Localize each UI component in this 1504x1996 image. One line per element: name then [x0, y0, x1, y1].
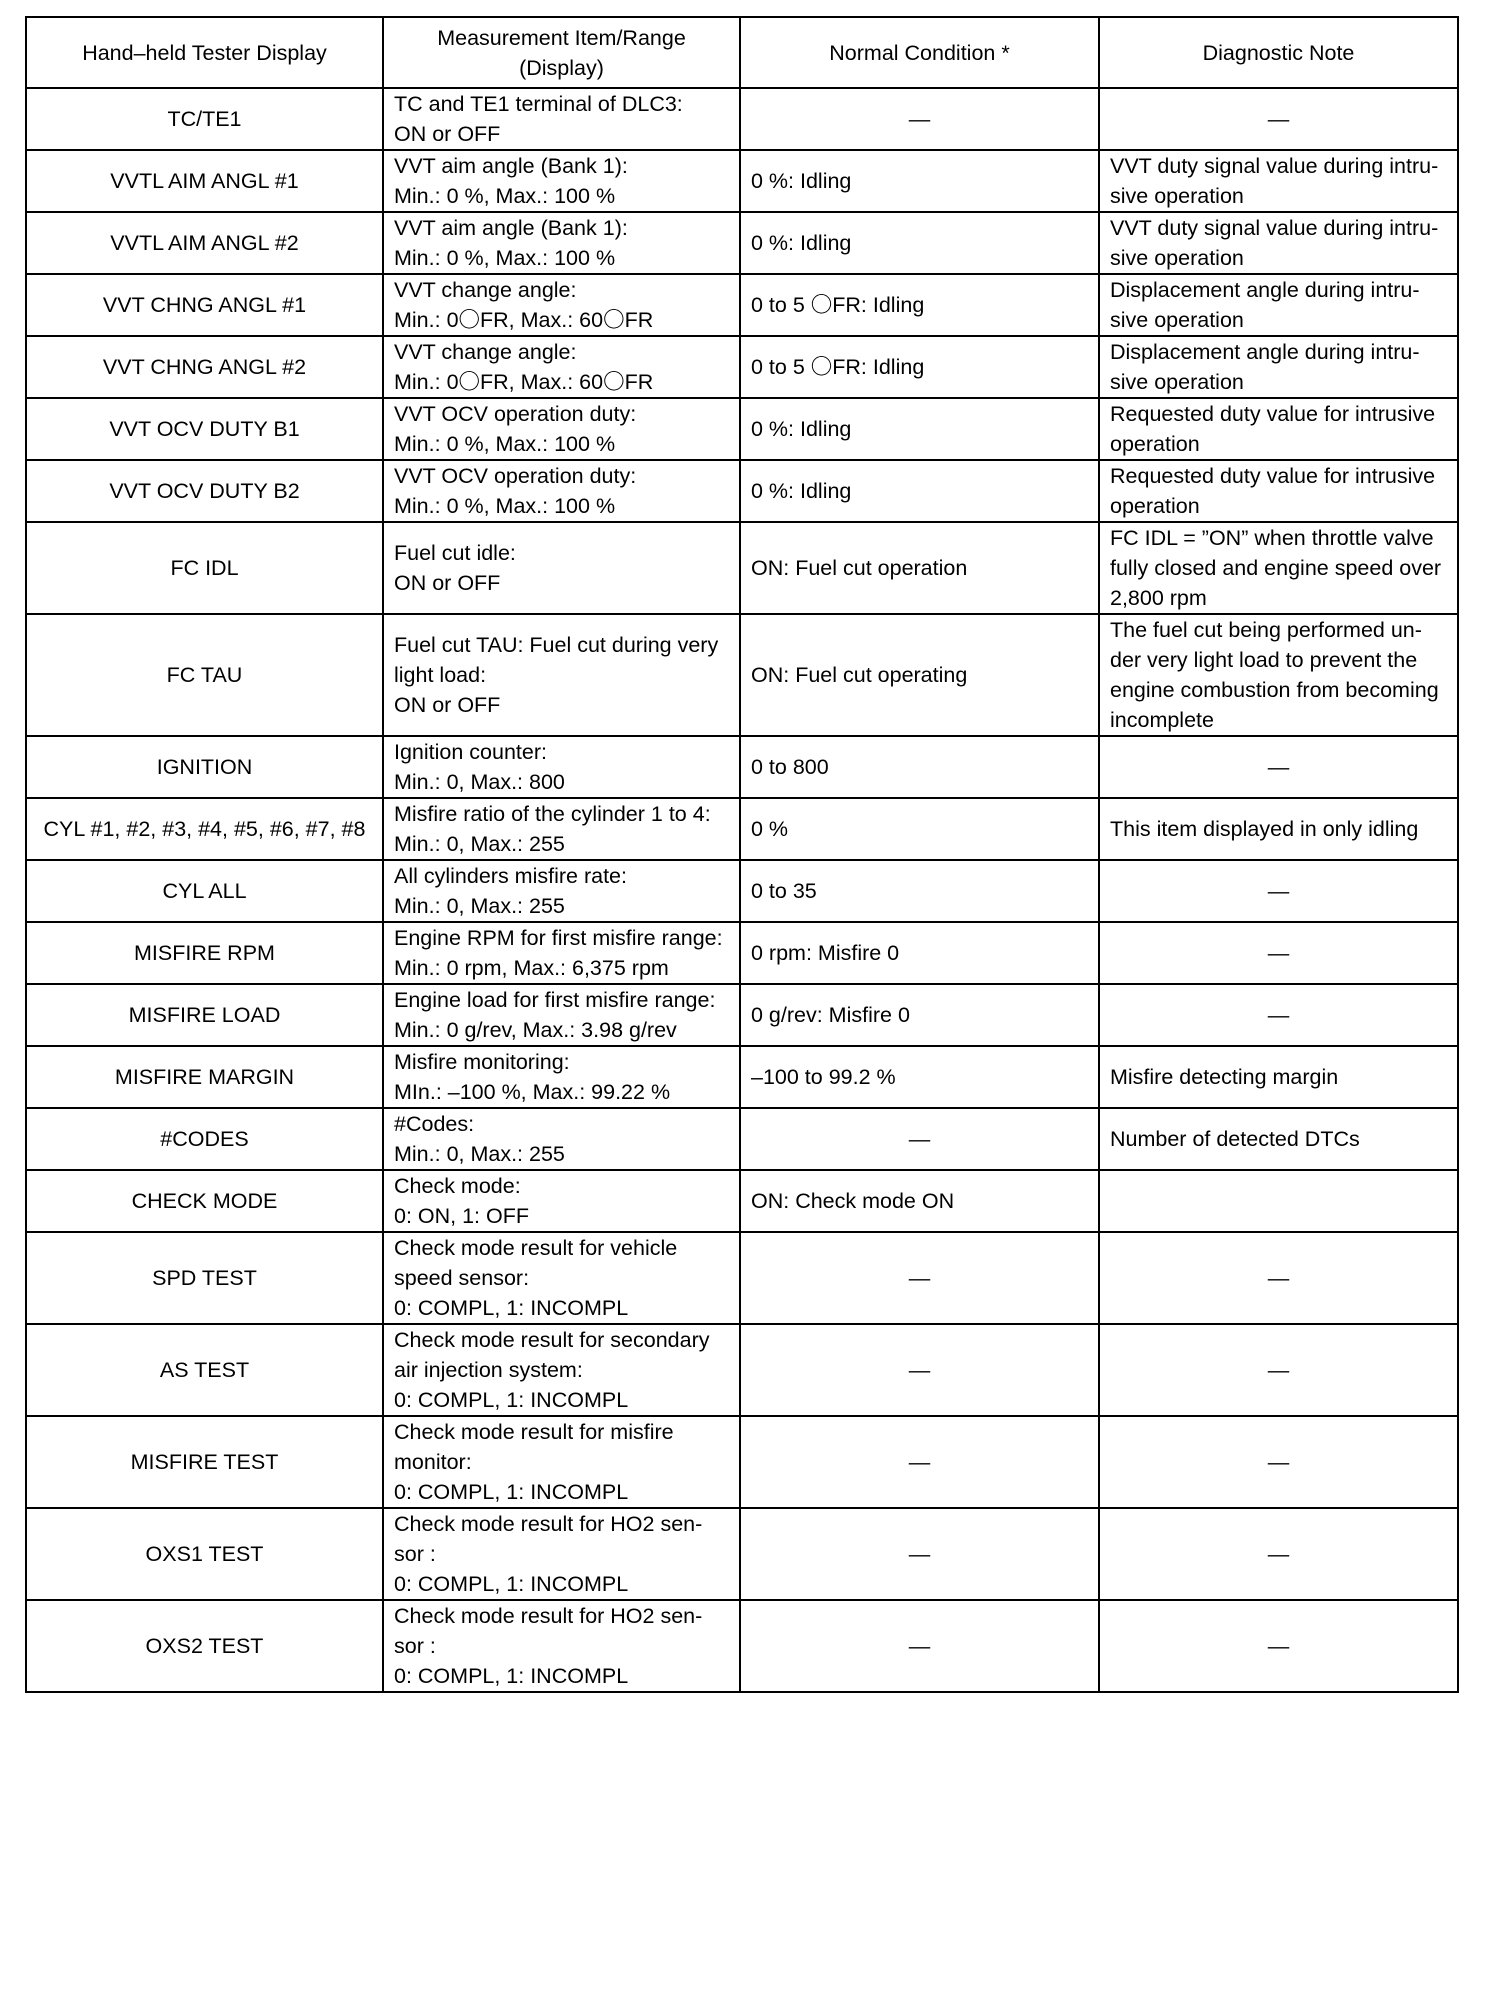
cell-normal-condition: 0 %: Idling [740, 460, 1099, 522]
cell-diagnostic-note [1099, 1170, 1458, 1232]
cell-tester-display: #CODES [26, 1108, 383, 1170]
cell-diagnostic-note: — [1099, 1600, 1458, 1692]
cell-tester-display: VVTL AIM ANGL #1 [26, 150, 383, 212]
cell-measurement-item: All cylinders misfire rate: Min.: 0, Max.: 255 [383, 860, 740, 922]
cell-diagnostic-note: Number of detected DTCs [1099, 1108, 1458, 1170]
cell-normal-condition: — [740, 1600, 1099, 1692]
cell-tester-display: VVT OCV DUTY B1 [26, 398, 383, 460]
cell-measurement-item: Engine RPM for first misfire range: Min.: 0 rpm, Max.: 6,375 rpm [383, 922, 740, 984]
cell-tester-display: FC TAU [26, 614, 383, 736]
table-row [26, 736, 1458, 798]
cell-normal-condition: — [740, 1108, 1099, 1170]
cell-measurement-item: Check mode result for secondary air injection system: 0: COMPL, 1: INCOMPL [383, 1324, 740, 1416]
cell-normal-condition: — [740, 1324, 1099, 1416]
cell-tester-display: VVT CHNG ANGL #2 [26, 336, 383, 398]
cell-tester-display: CYL ALL [26, 860, 383, 922]
cell-tester-display: OXS2 TEST [26, 1600, 383, 1692]
cell-normal-condition: 0 g/rev: Misfire 0 [740, 984, 1099, 1046]
cell-normal-condition: ON: Fuel cut operating [740, 614, 1099, 736]
cell-diagnostic-note: — [1099, 922, 1458, 984]
cell-measurement-item: Fuel cut idle: ON or OFF [383, 522, 740, 614]
table-row [26, 798, 1458, 860]
cell-measurement-item: VVT OCV operation duty: Min.: 0 %, Max.: 100 % [383, 460, 740, 522]
table-row [26, 1324, 1458, 1416]
cell-diagnostic-note: VVT duty signal value during intru- sive operation [1099, 212, 1458, 274]
cell-diagnostic-note: — [1099, 1416, 1458, 1508]
cell-normal-condition: 0 % [740, 798, 1099, 860]
diagnostic-data-table [25, 16, 1459, 1693]
cell-measurement-item: VVT OCV operation duty: Min.: 0 %, Max.: 100 % [383, 398, 740, 460]
cell-normal-condition: — [740, 1508, 1099, 1600]
cell-diagnostic-note: VVT duty signal value during intru- sive operation [1099, 150, 1458, 212]
cell-diagnostic-note: Displacement angle during intru- sive operation [1099, 336, 1458, 398]
cell-measurement-item: Check mode result for vehicle speed sensor: 0: COMPL, 1: INCOMPL [383, 1232, 740, 1324]
cell-tester-display: IGNITION [26, 736, 383, 798]
cell-measurement-item: Check mode result for HO2 sen- sor : 0: COMPL, 1: INCOMPL [383, 1508, 740, 1600]
cell-tester-display: VVT OCV DUTY B2 [26, 460, 383, 522]
cell-diagnostic-note: Misfire detecting margin [1099, 1046, 1458, 1108]
cell-diagnostic-note: — [1099, 736, 1458, 798]
cell-tester-display: FC IDL [26, 522, 383, 614]
table-body [26, 88, 1458, 1692]
table-row [26, 1416, 1458, 1508]
table-row [26, 1232, 1458, 1324]
cell-normal-condition: 0 to 35 [740, 860, 1099, 922]
table-row [26, 212, 1458, 274]
cell-measurement-item: Engine load for first misfire range: Min.: 0 g/rev, Max.: 3.98 g/rev [383, 984, 740, 1046]
cell-normal-condition: — [740, 1232, 1099, 1324]
cell-normal-condition: ON: Check mode ON [740, 1170, 1099, 1232]
table-row [26, 1108, 1458, 1170]
cell-tester-display: VVT CHNG ANGL #1 [26, 274, 383, 336]
cell-diagnostic-note: This item displayed in only idling [1099, 798, 1458, 860]
cell-diagnostic-note: — [1099, 1232, 1458, 1324]
table-row [26, 922, 1458, 984]
cell-normal-condition: 0 to 5 〇FR: Idling [740, 274, 1099, 336]
cell-measurement-item: Misfire monitoring: MIn.: –100 %, Max.: 99.22 % [383, 1046, 740, 1108]
table-row [26, 522, 1458, 614]
cell-diagnostic-note: Displacement angle during intru- sive operation [1099, 274, 1458, 336]
cell-tester-display: TC/TE1 [26, 88, 383, 150]
cell-measurement-item: VVT aim angle (Bank 1): Min.: 0 %, Max.: 100 % [383, 150, 740, 212]
cell-normal-condition: — [740, 1416, 1099, 1508]
cell-normal-condition: 0 to 800 [740, 736, 1099, 798]
cell-normal-condition: 0 to 5 〇FR: Idling [740, 336, 1099, 398]
cell-measurement-item: Misfire ratio of the cylinder 1 to 4: Min.: 0, Max.: 255 [383, 798, 740, 860]
cell-diagnostic-note: The fuel cut being performed un- der very light load to prevent the engine combustion from becoming incomplete [1099, 614, 1458, 736]
cell-tester-display: CHECK MODE [26, 1170, 383, 1232]
cell-normal-condition: — [740, 88, 1099, 150]
cell-measurement-item: Check mode result for misfire monitor: 0: COMPL, 1: INCOMPL [383, 1416, 740, 1508]
table-row [26, 150, 1458, 212]
cell-measurement-item: VVT change angle: Min.: 0〇FR, Max.: 60〇FR [383, 336, 740, 398]
cell-tester-display: AS TEST [26, 1324, 383, 1416]
table-row [26, 336, 1458, 398]
table-row [26, 88, 1458, 150]
cell-measurement-item: Ignition counter: Min.: 0, Max.: 800 [383, 736, 740, 798]
cell-normal-condition: 0 %: Idling [740, 398, 1099, 460]
cell-measurement-item: Fuel cut TAU: Fuel cut during very light load: ON or OFF [383, 614, 740, 736]
cell-measurement-item: Check mode result for HO2 sen- sor : 0: COMPL, 1: INCOMPL [383, 1600, 740, 1692]
header-measurement-item: Measurement Item/Range (Display) [383, 17, 740, 88]
cell-measurement-item: VVT aim angle (Bank 1): Min.: 0 %, Max.: 100 % [383, 212, 740, 274]
header-tester-display: Hand–held Tester Display [26, 17, 383, 88]
cell-tester-display: SPD TEST [26, 1232, 383, 1324]
table-row [26, 860, 1458, 922]
table-row [26, 398, 1458, 460]
table-row [26, 1170, 1458, 1232]
cell-diagnostic-note: — [1099, 984, 1458, 1046]
cell-diagnostic-note: — [1099, 860, 1458, 922]
cell-tester-display: MISFIRE TEST [26, 1416, 383, 1508]
table-row [26, 1600, 1458, 1692]
table-row [26, 1046, 1458, 1108]
cell-measurement-item: VVT change angle: Min.: 0〇FR, Max.: 60〇FR [383, 274, 740, 336]
cell-normal-condition: 0 %: Idling [740, 212, 1099, 274]
table-row [26, 460, 1458, 522]
table-row [26, 274, 1458, 336]
cell-normal-condition: ON: Fuel cut operation [740, 522, 1099, 614]
cell-diagnostic-note: — [1099, 1508, 1458, 1600]
cell-diagnostic-note: Requested duty value for intrusive operation [1099, 398, 1458, 460]
table-row [26, 984, 1458, 1046]
table-row [26, 1508, 1458, 1600]
table-row [26, 614, 1458, 736]
header-diagnostic-note: Diagnostic Note [1099, 17, 1458, 88]
header-normal-condition: Normal Condition * [740, 17, 1099, 88]
cell-tester-display: CYL #1, #2, #3, #4, #5, #6, #7, #8 [26, 798, 383, 860]
cell-normal-condition: 0 rpm: Misfire 0 [740, 922, 1099, 984]
cell-tester-display: MISFIRE MARGIN [26, 1046, 383, 1108]
cell-tester-display: OXS1 TEST [26, 1508, 383, 1600]
cell-diagnostic-note: Requested duty value for intrusive operation [1099, 460, 1458, 522]
cell-normal-condition: 0 %: Idling [740, 150, 1099, 212]
cell-measurement-item: Check mode: 0: ON, 1: OFF [383, 1170, 740, 1232]
cell-normal-condition: –100 to 99.2 % [740, 1046, 1099, 1108]
cell-tester-display: VVTL AIM ANGL #2 [26, 212, 383, 274]
cell-diagnostic-note: — [1099, 1324, 1458, 1416]
cell-diagnostic-note: FC IDL = ”ON” when throttle valve fully closed and engine speed over 2,800 rpm [1099, 522, 1458, 614]
cell-measurement-item: #Codes: Min.: 0, Max.: 255 [383, 1108, 740, 1170]
cell-measurement-item: TC and TE1 terminal of DLC3: ON or OFF [383, 88, 740, 150]
cell-tester-display: MISFIRE LOAD [26, 984, 383, 1046]
table-header-row [26, 17, 1458, 88]
cell-tester-display: MISFIRE RPM [26, 922, 383, 984]
cell-diagnostic-note: — [1099, 88, 1458, 150]
